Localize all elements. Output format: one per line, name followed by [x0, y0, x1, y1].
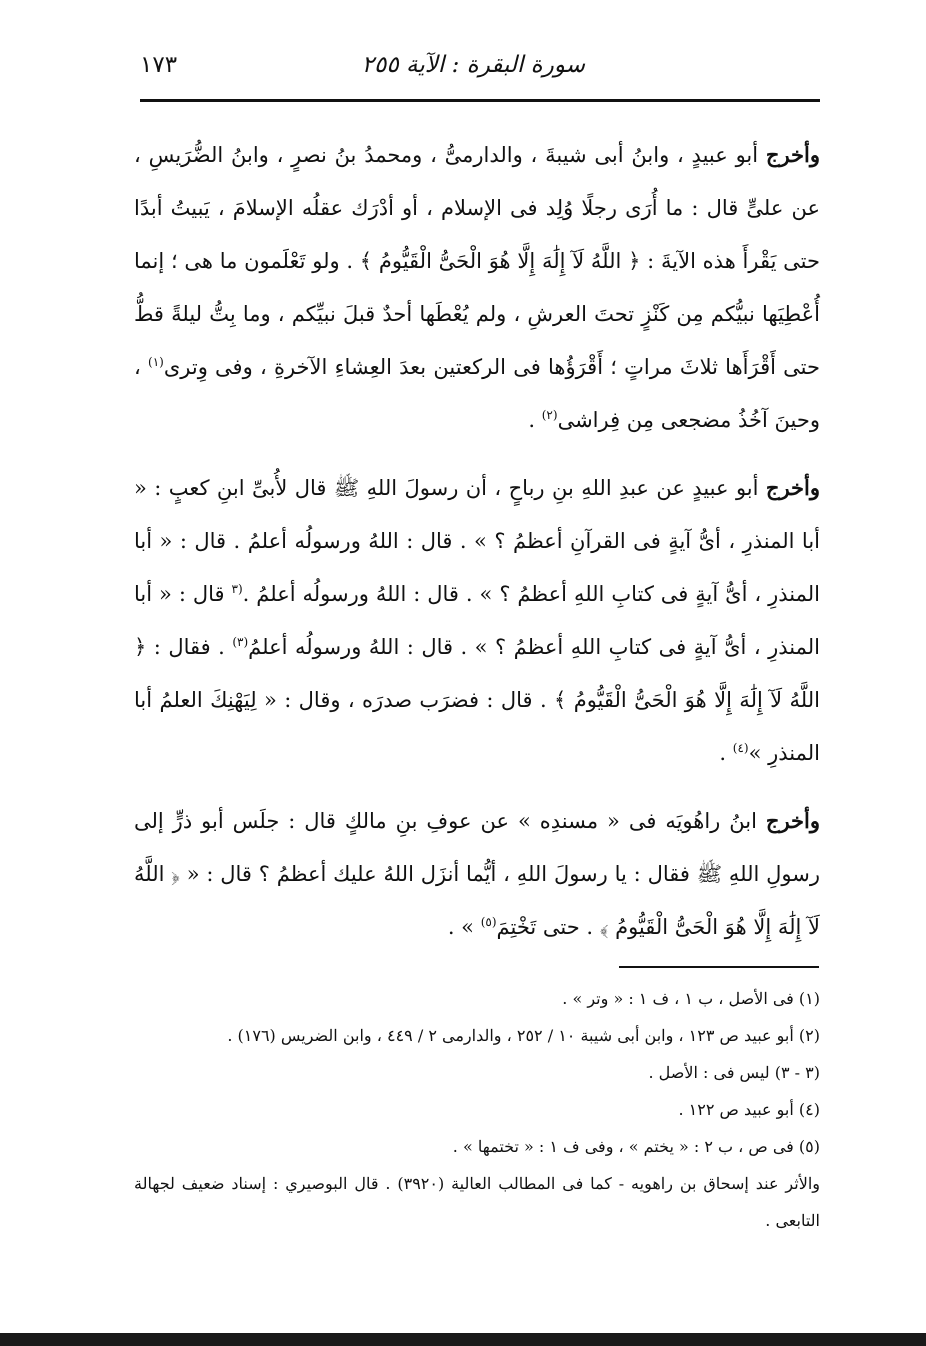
- footnote-5: (٥) فى ص ، ب ٢ : « يختم » ، وفى ف ١ : « تختمها » .: [452, 1137, 820, 1156]
- footnote-ref: (٣: [231, 582, 243, 596]
- footnote-ref: (٥): [480, 915, 497, 929]
- footnote-note: والأثر عند إسحاق بن راهويه - كما فى المطالب العالية (٣٩٢٠) . قال البوصيري : إسناد ضعيف لجهالة التابعى .: [134, 1174, 820, 1230]
- footnote-ref: (٣): [232, 635, 249, 649]
- paragraph-text: ، وحينَ آخُذُ مضجعى مِن فِراشى: [134, 355, 820, 432]
- paragraph-text: أبو عبيدٍ ، وابنُ أبى شيبةَ ، والدارمىُّ ، ومحمدُ بنُ نصرٍ ، وابنُ الضُّرَيسِ ، عن علىٍّ قال : ما أُرَى رجلًا وُلِد فى الإسلام ، أو أدْرَك عقلُه الإسلامَ ، يَبيتُ أبدًا حتى يَقْرأَ هذه الآيةَ : ﴿ اللَّهُ لَآ إِلَٰهَ إِلَّا هُوَ الْحَىُّ الْقَيُّومُ ﴾ . ولو تَعْلَمون ما هى ؛ إنما أُعْطِيَها نبيُّكم مِن كَنْزٍ تحتَ العرشِ ، ولم يُعْطَها أحدٌ قبلَ نبيِّكم ، وما بِتُّ ليلةً قطُّ حتى أَقْرَأَها ثلاثَ مراتٍ ؛ أَقْرَؤُها فى الركعتين بعدَ العِشاءِ الآخرةِ ، وفى وِترى: [134, 143, 820, 379]
- paragraph-text: قال : « أبا المنذرِ ، أىُّ آيةٍ فى كتابِ اللهِ أعظمُ ؟ » . قال : اللهُ ورسولُه أعلمُ: [134, 582, 821, 659]
- footnote-2: (٢) أبو عبيد ص ١٢٣ ، وابن أبى شيبة ١٠ / ٢٥٢ ، والدارمى ٢ / ٤٤٩ ، وابن الضريس (١٧٦) .: [227, 1026, 820, 1045]
- footnote-1: (١) فى الأصل ، ب ١ ، ف ١ : « وتر » .: [562, 989, 820, 1008]
- footnote-4: (٤) أبو عبيد ص ١٢٢ .: [678, 1100, 820, 1119]
- paragraph-text: .: [528, 408, 542, 432]
- footnote-ref: (١): [148, 355, 164, 369]
- footnote-divider: [619, 966, 819, 968]
- header-divider: [140, 99, 820, 102]
- footnotes: [134, 980, 820, 1239]
- paragraph-text: » .: [447, 915, 481, 939]
- page-number: ١٧٣: [140, 52, 178, 78]
- scan-edge: [0, 1333, 926, 1346]
- paragraph-text: أبو عبيدٍ عن عبدِ اللهِ بنِ رباحٍ ، أن رسولَ اللهِ ﷺ قال لأُبىِّ ابنِ كعبٍ : « أبا المنذرِ ، أىُّ آيةٍ فى القرآنِ أعظمُ ؟ » . قال : اللهُ ورسولُه أعلمُ . قال : « أبا المنذرِ ، أىُّ آيةٍ فى كتابِ اللهِ أعظمُ ؟ » . قال : اللهُ ورسولُه أعلمُ .: [134, 476, 820, 606]
- running-title: سورة البقرة : الآية ٢٥٥: [361, 52, 585, 78]
- paragraph-lead: وأخرج: [765, 142, 820, 167]
- paragraph-text: .: [719, 741, 733, 765]
- footnote-ref: (٢): [541, 408, 558, 422]
- paragraph-2: [134, 461, 820, 780]
- paragraph-lead: وأخرج: [765, 475, 820, 500]
- paragraph-3: [134, 794, 820, 954]
- footnote-ref: (٤): [732, 741, 749, 755]
- page-header: [140, 46, 820, 90]
- paragraph-text: . فقال : ﴿ اللَّهُ لَآ إِلَٰهَ إِلَّا هُوَ الْحَىُّ الْقَيُّومُ ﴾ . قال : فضرَب صدرَه ، وقال : « لِيَهْنِكَ العلمُ أبا المنذرِ »: [134, 635, 820, 765]
- paragraph-lead: وأخرج: [765, 808, 820, 833]
- main-text: [134, 128, 820, 968]
- footnote-3: (٣ - ٣) ليس فى : الأصل .: [648, 1063, 820, 1082]
- paragraph-1: [134, 128, 820, 447]
- paragraph-text: ابنُ راهُويَه فى « مسندِه » عن عوفِ بنِ مالكٍ قال : جلَس أبو ذرٍّ إلى رسولِ اللهِ ﷺ فقال : يا رسولَ اللهِ ، أيُّما أنزَل اللهُ عليك أعظمُ ؟ قال : « ﴿ اللَّهُ لَآ إِلَٰهَ إِلَّا هُوَ الْحَىُّ الْقَيُّومُ ﴾ . حتى تَخْتِمَ: [134, 809, 820, 939]
